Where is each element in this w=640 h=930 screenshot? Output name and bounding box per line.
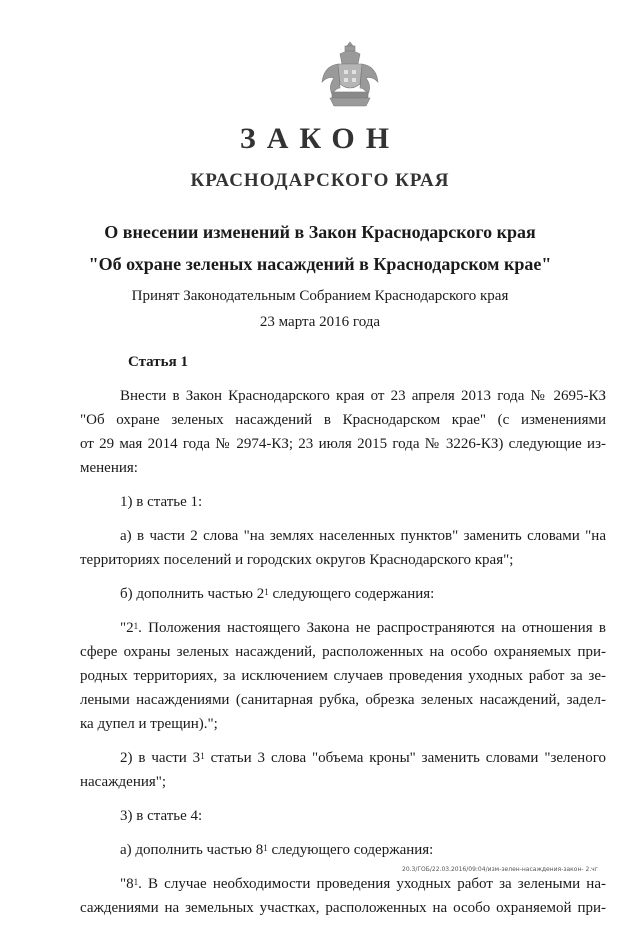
paragraph-9 xyxy=(80,872,606,920)
text-run: "8 xyxy=(120,876,134,892)
paragraph-line xyxy=(80,872,606,896)
paragraph-line: "Об охране зеленых насаждений в Краснодарском крае" (с изменениями xyxy=(80,412,606,428)
paragraph-2: 1) в статье 1: xyxy=(120,494,203,510)
document-title: ЗАКОН xyxy=(239,122,401,155)
footer-file-stamp: 20.3/ГОБ/22.03.2016/09:04/изм-зелен-насаждения-закон- 2.чг xyxy=(402,866,598,873)
text-run: б) дополнить частью 2 xyxy=(120,586,265,602)
paragraph-5 xyxy=(80,616,606,736)
adopted-date: 23 марта 2016 года xyxy=(259,314,381,330)
paragraph-8 xyxy=(80,838,606,862)
paragraph-line: менения: xyxy=(80,460,138,476)
article-heading: Статья 1 xyxy=(128,354,188,370)
subject-line-2: "Об охране зеленых насаждений в Краснодарском крае" xyxy=(88,254,552,274)
text-run: 2) в части 3 xyxy=(120,750,201,766)
paragraph-3 xyxy=(80,524,606,572)
region-title: КРАСНОДАРСКОГО КРАЯ xyxy=(190,170,450,191)
text-run: следующего содержания: xyxy=(267,842,434,858)
subject-line-1: О внесении изменений в Закон Краснодарского края xyxy=(104,222,536,242)
paragraph-line: насаждения"; xyxy=(80,774,167,790)
superscript: 1 xyxy=(133,621,139,631)
adopted-by: Принят Законодательным Собранием Краснодарского края xyxy=(131,288,509,304)
paragraph-line: территориях поселений и городских округов Краснодарского края"; xyxy=(80,552,514,568)
paragraph-line: а) в части 2 слова "на землях населенных пунктов" заменить словами "на xyxy=(120,528,606,544)
paragraph-line: саждениями на земельных участках, расположенных на особо охраняемой при- xyxy=(80,900,606,916)
paragraph-line: Внести в Закон Краснодарского края от 23 апреля 2013 года № 2695-КЗ xyxy=(120,388,606,404)
superscript: 1 xyxy=(133,877,139,887)
text-run: . В случае необходимости проведения уходных работ за зелеными на- xyxy=(138,876,606,892)
superscript: 1 xyxy=(263,843,268,853)
text-run: а) дополнить частью 8 xyxy=(120,842,264,858)
paragraph-line: от 29 мая 2014 года № 2974-КЗ; 23 июля 2015 года № 3226-КЗ) следующие из- xyxy=(80,436,606,452)
coat-of-arms-emblem xyxy=(318,40,382,110)
paragraph-line: леными насаждениями (санитарная рубка, обрезка зеленых насаждений, задел- xyxy=(80,692,606,708)
text-run: статьи 3 слова "объема кроны" заменить словами "зеленого xyxy=(204,750,606,766)
paragraph-4 xyxy=(80,582,606,606)
superscript: 1 xyxy=(264,587,269,597)
text-run: . Положения настоящего Закона не распространяются на отношения в xyxy=(138,620,606,636)
paragraph-1 xyxy=(80,384,606,480)
paragraph-line xyxy=(80,746,606,770)
text-run: "2 xyxy=(120,620,134,636)
paragraph-7: 3) в статье 4: xyxy=(120,808,203,824)
article-body xyxy=(80,384,606,930)
superscript: 1 xyxy=(200,751,205,761)
text-run: следующего содержания: xyxy=(268,586,435,602)
paragraph-line: ка дупел и трещин)."; xyxy=(80,716,218,732)
paragraph-6 xyxy=(80,746,606,794)
paragraph-line: родных территориях, за исключением случаев проведения уходных работ за зе- xyxy=(80,668,606,684)
paragraph-line: сфере охраны зеленых насаждений, расположенных на особо охраняемых при- xyxy=(80,644,606,660)
paragraph-line xyxy=(80,616,606,640)
